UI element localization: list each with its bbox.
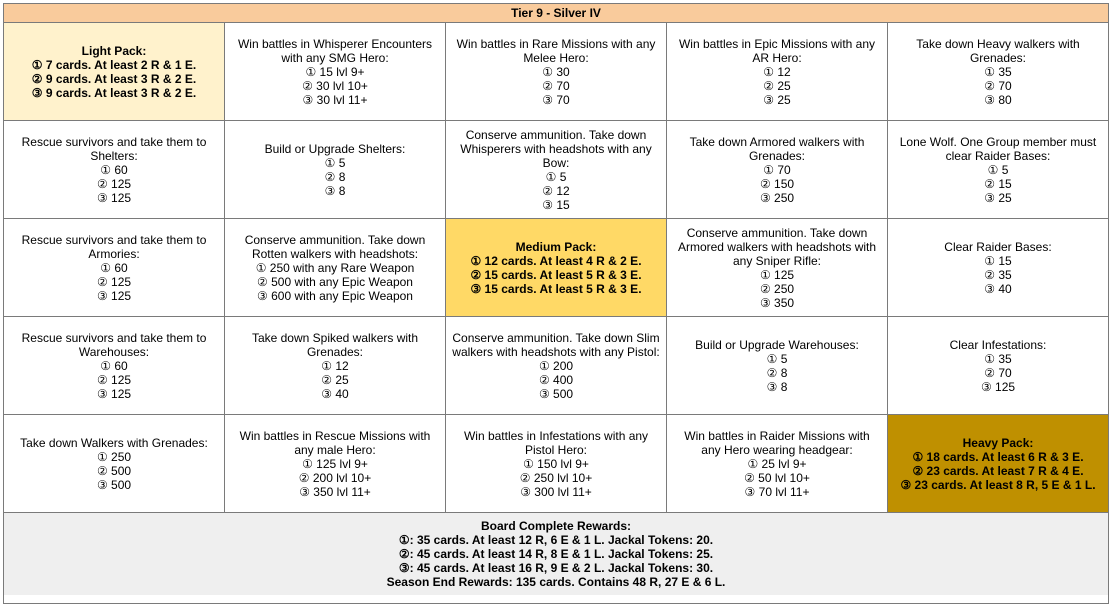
board-complete-rewards — [4, 513, 1108, 595]
challenge-title: Clear Raider Bases: — [944, 239, 1052, 254]
challenge-target-line: ① 70 — [763, 162, 791, 177]
challenge-title: Build or Upgrade Warehouses: — [695, 337, 859, 352]
challenge-target-line: ① 60 — [100, 260, 128, 275]
challenge-title: Conserve ammunition. Take down Whisperers with headshots with any Bow: — [460, 127, 652, 170]
challenge-cell — [4, 121, 225, 219]
challenge-target-line: ② 250 lvl 10+ — [519, 470, 593, 485]
challenge-target-line: ② 8 — [324, 169, 346, 184]
challenge-title: Take down Heavy walkers with Grenades: — [916, 36, 1080, 65]
challenge-cell — [888, 121, 1108, 219]
challenge-target-line: ③ 500 — [538, 386, 574, 401]
challenge-title: Rescue survivors and take them to Armories: — [21, 232, 207, 261]
challenge-target-line: ① 12 — [763, 64, 791, 79]
challenge-target-line: ① 15 — [984, 253, 1012, 268]
challenge-target-line: ② 12 — [542, 183, 570, 198]
challenge-target-line: ① 35 — [984, 64, 1012, 79]
footer-title: Board Complete Rewards: — [480, 519, 632, 533]
pack-title: Heavy Pack: — [962, 435, 1034, 450]
challenge-target-line: ② 15 — [984, 176, 1012, 191]
challenge-title: Win battles in Raider Missions with any Hero wearing headgear: — [684, 428, 870, 457]
challenge-target-line: ① 125 lvl 9+ — [302, 456, 368, 471]
challenge-target-line: ③ 125 — [980, 379, 1016, 394]
challenge-target-line: ② 70 — [984, 365, 1012, 380]
pack-reward-line: ② 15 cards. At least 5 R & 3 E. — [470, 267, 642, 282]
challenge-cell — [888, 317, 1108, 415]
challenge-cell — [446, 317, 667, 415]
challenge-cell — [667, 317, 888, 415]
challenge-target-line: ③ 350 lvl 11+ — [299, 484, 371, 499]
challenge-target-line: ③ 25 — [763, 92, 791, 107]
medium-pack-cell — [446, 219, 667, 317]
challenge-target-line: ② 35 — [984, 267, 1012, 282]
challenge-target-line: ② 125 — [96, 372, 132, 387]
challenge-cell — [888, 23, 1108, 121]
challenge-target-line: ③ 300 lvl 11+ — [520, 484, 592, 499]
challenge-title: Take down Spiked walkers with Grenades: — [251, 330, 419, 359]
challenge-target-line: ① 15 lvl 9+ — [305, 64, 365, 79]
challenge-target-line: ① 150 lvl 9+ — [523, 456, 589, 471]
challenge-cell — [667, 121, 888, 219]
pack-reward-line: ② 23 cards. At least 7 R & 4 E. — [912, 463, 1084, 478]
heavy-pack-cell — [888, 415, 1108, 513]
challenge-title: Win battles in Whisperer Encounters with any SMG Hero: — [237, 36, 433, 65]
challenge-title: Win battles in Infestations with any Pistol Hero: — [463, 428, 649, 457]
challenge-target-line: ① 30 — [542, 64, 570, 79]
pack-reward-line: ③ 15 cards. At least 5 R & 3 E. — [470, 281, 642, 296]
challenge-target-line: ③ 70 — [542, 92, 570, 107]
challenge-target-line: ① 5 — [987, 162, 1009, 177]
challenge-target-line: ① 60 — [100, 358, 128, 373]
challenge-target-line: ② 25 — [321, 372, 349, 387]
challenge-title: Take down Armored walkers with Grenades: — [689, 134, 865, 163]
pack-reward-line: ① 18 cards. At least 6 R & 3 E. — [912, 449, 1084, 464]
challenge-cell — [4, 415, 225, 513]
challenge-cell — [667, 415, 888, 513]
challenge-target-line: ① 250 — [96, 449, 132, 464]
challenge-target-line: ① 35 — [984, 351, 1012, 366]
challenge-target-line: ② 400 — [538, 372, 574, 387]
challenge-target-line: ③ 30 lvl 11+ — [302, 92, 368, 107]
board-table — [3, 3, 1109, 604]
challenge-target-line: ② 30 lvl 10+ — [302, 78, 368, 93]
challenge-target-line: ③ 70 lvl 11+ — [744, 484, 810, 499]
footer-line: ①: 35 cards. At least 12 R, 6 E & 1 L. Jackal Tokens: 20. — [398, 533, 714, 547]
pack-title: Medium Pack: — [515, 239, 597, 254]
pack-reward-line: ③ 23 cards. At least 8 R, 5 E & 1 L. — [900, 477, 1096, 492]
challenge-cell — [225, 317, 446, 415]
challenge-target-line: ③ 15 — [542, 197, 570, 212]
challenge-title: Conserve ammunition. Take down Slim walkers with headshots with any Pistol: — [452, 330, 660, 359]
challenge-cell — [888, 219, 1108, 317]
challenge-target-line: ③ 40 — [984, 281, 1012, 296]
challenge-grid — [4, 23, 1108, 513]
challenge-cell — [225, 219, 446, 317]
challenge-cell — [446, 415, 667, 513]
challenge-target-line: ① 25 lvl 9+ — [747, 456, 807, 471]
challenge-target-line: ② 50 lvl 10+ — [744, 470, 810, 485]
challenge-cell — [225, 23, 446, 121]
challenge-title: Clear Infestations: — [949, 337, 1047, 352]
challenge-title: Conserve ammunition. Take down Rotten walkers with headshots: — [244, 232, 426, 261]
footer-line: ②: 45 cards. At least 14 R, 8 E & 1 L. Jackal Tokens: 25. — [398, 547, 714, 561]
challenge-target-line: ② 125 — [96, 176, 132, 191]
challenge-cell — [667, 23, 888, 121]
challenge-target-line: ③ 600 with any Epic Weapon — [257, 288, 413, 303]
pack-reward-line: ① 7 cards. At least 2 R & 1 E. — [31, 57, 197, 72]
challenge-target-line: ① 125 — [759, 267, 795, 282]
challenge-target-line: ② 250 — [759, 281, 795, 296]
challenge-target-line: ② 70 — [984, 78, 1012, 93]
challenge-target-line: ③ 500 — [96, 477, 132, 492]
footer-line: ③: 45 cards. At least 16 R, 9 E & 2 L. Jackal Tokens: 30. — [398, 561, 714, 575]
challenge-target-line: ① 5 — [766, 351, 788, 366]
challenge-target-line: ① 12 — [321, 358, 349, 373]
challenge-target-line: ③ 8 — [324, 183, 346, 198]
pack-title: Light Pack: — [81, 43, 147, 58]
challenge-cell — [446, 23, 667, 121]
challenge-target-line: ① 200 — [538, 358, 574, 373]
challenge-target-line: ② 8 — [766, 365, 788, 380]
pack-reward-line: ② 9 cards. At least 3 R & 2 E. — [31, 71, 197, 86]
challenge-cell — [225, 121, 446, 219]
challenge-target-line: ③ 125 — [96, 190, 132, 205]
challenge-target-line: ③ 125 — [96, 288, 132, 303]
challenge-cell — [446, 121, 667, 219]
challenge-target-line: ③ 40 — [321, 386, 349, 401]
challenge-target-line: ③ 80 — [984, 92, 1012, 107]
challenge-target-line: ③ 350 — [759, 295, 795, 310]
pack-reward-line: ③ 9 cards. At least 3 R & 2 E. — [31, 85, 197, 100]
challenge-title: Take down Walkers with Grenades: — [20, 435, 208, 450]
challenge-title: Build or Upgrade Shelters: — [264, 141, 406, 156]
challenge-target-line: ② 70 — [542, 78, 570, 93]
challenge-target-line: ③ 8 — [766, 379, 788, 394]
challenge-title: Win battles in Epic Missions with any AR Hero: — [678, 36, 876, 65]
challenge-title: Win battles in Rare Missions with any Melee Hero: — [456, 36, 656, 65]
challenge-cell — [4, 317, 225, 415]
light-pack-cell — [4, 23, 225, 121]
footer-line: Season End Rewards: 135 cards. Contains 48 R, 27 E & 6 L. — [386, 575, 726, 589]
challenge-target-line: ③ 125 — [96, 386, 132, 401]
pack-reward-line: ① 12 cards. At least 4 R & 2 E. — [470, 253, 642, 268]
challenge-title: Rescue survivors and take them to Warehouses: — [21, 330, 207, 359]
challenge-target-line: ③ 250 — [759, 190, 795, 205]
challenge-title: Win battles in Rescue Missions with any male Hero: — [239, 428, 431, 457]
challenge-target-line: ② 125 — [96, 274, 132, 289]
tier-header: Tier 9 - Silver IV — [4, 4, 1108, 23]
challenge-target-line: ② 500 with any Epic Weapon — [257, 274, 413, 289]
challenge-cell — [4, 219, 225, 317]
challenge-title: Rescue survivors and take them to Shelters: — [21, 134, 207, 163]
challenge-target-line: ① 250 with any Rare Weapon — [255, 260, 415, 275]
challenge-target-line: ② 200 lvl 10+ — [298, 470, 372, 485]
challenge-target-line: ② 25 — [763, 78, 791, 93]
challenge-cell — [225, 415, 446, 513]
challenge-cell — [667, 219, 888, 317]
challenge-target-line: ① 5 — [324, 155, 346, 170]
challenge-title: Conserve ammunition. Take down Armored walkers with headshots with any Sniper Rifle: — [677, 225, 877, 268]
challenge-target-line: ③ 25 — [984, 190, 1012, 205]
challenge-target-line: ① 60 — [100, 162, 128, 177]
challenge-target-line: ② 500 — [96, 463, 132, 478]
challenge-target-line: ① 5 — [545, 169, 567, 184]
challenge-target-line: ② 150 — [759, 176, 795, 191]
challenge-title: Lone Wolf. One Group member must clear Raider Bases: — [899, 134, 1097, 163]
